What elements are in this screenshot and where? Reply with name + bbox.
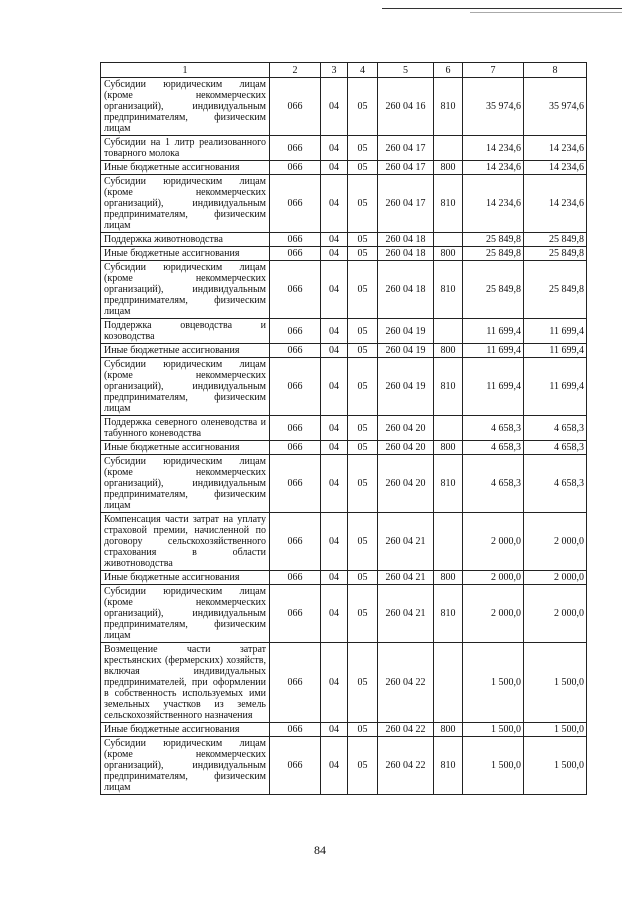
cell-amount-final: 4 658,3	[524, 416, 587, 441]
cell-target-article: 260 04 17	[378, 136, 434, 161]
table-row	[101, 441, 587, 455]
row-description: Компенсация части затрат на уплату страховой премии, начисленной по договору сельскохозяйственного страхования в области животноводства	[101, 513, 270, 571]
cell-ministry-code: 066	[270, 161, 321, 175]
table-row	[101, 737, 587, 795]
table-row	[101, 571, 587, 585]
cell-section-code: 04	[321, 344, 348, 358]
cell-ministry-code: 066	[270, 513, 321, 571]
cell-amount-plan: 11 699,4	[463, 358, 524, 416]
cell-subsection-code: 05	[348, 358, 378, 416]
cell-section-code: 04	[321, 513, 348, 571]
column-header: 1	[101, 63, 270, 78]
cell-amount-final: 4 658,3	[524, 441, 587, 455]
cell-ministry-code: 066	[270, 585, 321, 643]
cell-amount-final: 25 849,8	[524, 233, 587, 247]
cell-section-code: 04	[321, 261, 348, 319]
cell-expense-type	[434, 136, 463, 161]
table-row	[101, 723, 587, 737]
cell-section-code: 04	[321, 233, 348, 247]
cell-ministry-code: 066	[270, 175, 321, 233]
column-header: 4	[348, 63, 378, 78]
cell-section-code: 04	[321, 319, 348, 344]
cell-expense-type	[434, 643, 463, 723]
cell-section-code: 04	[321, 571, 348, 585]
cell-ministry-code: 066	[270, 233, 321, 247]
cell-amount-final: 11 699,4	[524, 358, 587, 416]
cell-target-article: 260 04 21	[378, 585, 434, 643]
cell-subsection-code: 05	[348, 441, 378, 455]
cell-section-code: 04	[321, 78, 348, 136]
cell-target-article: 260 04 21	[378, 513, 434, 571]
cell-subsection-code: 05	[348, 233, 378, 247]
cell-section-code: 04	[321, 585, 348, 643]
table-body	[101, 78, 587, 795]
cell-ministry-code: 066	[270, 247, 321, 261]
cell-expense-type: 810	[434, 455, 463, 513]
cell-amount-plan: 1 500,0	[463, 723, 524, 737]
column-header: 6	[434, 63, 463, 78]
cell-target-article: 260 04 17	[378, 175, 434, 233]
cell-section-code: 04	[321, 723, 348, 737]
cell-expense-type: 800	[434, 723, 463, 737]
row-description: Поддержка овцеводства и козоводства	[101, 319, 270, 344]
cell-target-article: 260 04 18	[378, 247, 434, 261]
cell-amount-final: 25 849,8	[524, 247, 587, 261]
cell-subsection-code: 05	[348, 455, 378, 513]
cell-amount-plan: 2 000,0	[463, 513, 524, 571]
cell-amount-final: 35 974,6	[524, 78, 587, 136]
cell-section-code: 04	[321, 175, 348, 233]
table-row	[101, 136, 587, 161]
row-description: Иные бюджетные ассигнования	[101, 723, 270, 737]
cell-amount-final: 14 234,6	[524, 161, 587, 175]
cell-ministry-code: 066	[270, 643, 321, 723]
cell-amount-final: 1 500,0	[524, 643, 587, 723]
header-rule	[382, 8, 622, 9]
cell-amount-final: 2 000,0	[524, 513, 587, 571]
cell-target-article: 260 04 19	[378, 358, 434, 416]
column-header: 5	[378, 63, 434, 78]
cell-expense-type: 800	[434, 441, 463, 455]
cell-subsection-code: 05	[348, 723, 378, 737]
row-description: Поддержка животноводства	[101, 233, 270, 247]
cell-subsection-code: 05	[348, 161, 378, 175]
row-description: Поддержка северного оленеводства и табунного коневодства	[101, 416, 270, 441]
page-number: 84	[314, 843, 326, 857]
cell-amount-final: 4 658,3	[524, 455, 587, 513]
table-row	[101, 358, 587, 416]
cell-expense-type: 810	[434, 175, 463, 233]
cell-expense-type	[434, 319, 463, 344]
cell-ministry-code: 066	[270, 136, 321, 161]
cell-amount-plan: 14 234,6	[463, 136, 524, 161]
row-description: Субсидии на 1 литр реализованного товарного молока	[101, 136, 270, 161]
row-description: Возмещение части затрат крестьянских (фермерских) хозяйств, включая индивидуальных предпринимателей, при оформлении в собственность используемых ими земельных участков из земель сельскохозяйственного назначения	[101, 643, 270, 723]
cell-target-article: 260 04 20	[378, 416, 434, 441]
cell-expense-type: 810	[434, 358, 463, 416]
row-description: Иные бюджетные ассигнования	[101, 247, 270, 261]
table-row	[101, 643, 587, 723]
cell-amount-plan: 2 000,0	[463, 571, 524, 585]
cell-ministry-code: 066	[270, 261, 321, 319]
row-description: Субсидии юридическим лицам (кроме некоммерческих организаций), индивидуальным предпринимателям, физическим лицам	[101, 358, 270, 416]
cell-expense-type: 800	[434, 161, 463, 175]
cell-subsection-code: 05	[348, 416, 378, 441]
cell-subsection-code: 05	[348, 344, 378, 358]
row-description: Иные бюджетные ассигнования	[101, 441, 270, 455]
cell-amount-final: 14 234,6	[524, 136, 587, 161]
table-row	[101, 455, 587, 513]
row-description: Иные бюджетные ассигнования	[101, 344, 270, 358]
cell-subsection-code: 05	[348, 175, 378, 233]
cell-target-article: 260 04 18	[378, 233, 434, 247]
cell-ministry-code: 066	[270, 723, 321, 737]
cell-section-code: 04	[321, 441, 348, 455]
cell-subsection-code: 05	[348, 261, 378, 319]
cell-amount-plan: 35 974,6	[463, 78, 524, 136]
row-description: Субсидии юридическим лицам (кроме некоммерческих организаций), индивидуальным предпринимателям, физическим лицам	[101, 737, 270, 795]
cell-target-article: 260 04 16	[378, 78, 434, 136]
cell-section-code: 04	[321, 136, 348, 161]
cell-amount-final: 1 500,0	[524, 737, 587, 795]
column-header: 2	[270, 63, 321, 78]
cell-ministry-code: 066	[270, 344, 321, 358]
header-rule-secondary	[470, 12, 622, 13]
cell-amount-plan: 11 699,4	[463, 319, 524, 344]
row-description: Субсидии юридическим лицам (кроме некоммерческих организаций), индивидуальным предпринимателям, физическим лицам	[101, 455, 270, 513]
cell-expense-type	[434, 416, 463, 441]
row-description: Субсидии юридическим лицам (кроме некоммерческих организаций), индивидуальным предпринимателям, физическим лицам	[101, 261, 270, 319]
cell-ministry-code: 066	[270, 737, 321, 795]
cell-target-article: 260 04 20	[378, 441, 434, 455]
cell-expense-type	[434, 513, 463, 571]
cell-amount-final: 11 699,4	[524, 344, 587, 358]
cell-target-article: 260 04 18	[378, 261, 434, 319]
cell-amount-plan: 25 849,8	[463, 247, 524, 261]
cell-subsection-code: 05	[348, 737, 378, 795]
cell-section-code: 04	[321, 643, 348, 723]
cell-subsection-code: 05	[348, 247, 378, 261]
cell-amount-plan: 4 658,3	[463, 455, 524, 513]
cell-section-code: 04	[321, 358, 348, 416]
cell-amount-plan: 14 234,6	[463, 175, 524, 233]
table-row	[101, 78, 587, 136]
cell-ministry-code: 066	[270, 78, 321, 136]
cell-section-code: 04	[321, 161, 348, 175]
cell-subsection-code: 05	[348, 136, 378, 161]
cell-expense-type: 800	[434, 247, 463, 261]
cell-target-article: 260 04 22	[378, 723, 434, 737]
row-description: Субсидии юридическим лицам (кроме некоммерческих организаций), индивидуальным предпринимателям, физическим лицам	[101, 78, 270, 136]
cell-amount-plan: 1 500,0	[463, 643, 524, 723]
cell-ministry-code: 066	[270, 441, 321, 455]
column-header: 7	[463, 63, 524, 78]
cell-subsection-code: 05	[348, 571, 378, 585]
cell-amount-plan: 14 234,6	[463, 161, 524, 175]
cell-amount-final: 2 000,0	[524, 571, 587, 585]
cell-amount-final: 1 500,0	[524, 723, 587, 737]
cell-amount-final: 14 234,6	[524, 175, 587, 233]
cell-target-article: 260 04 20	[378, 455, 434, 513]
cell-expense-type: 810	[434, 585, 463, 643]
cell-expense-type: 810	[434, 737, 463, 795]
cell-subsection-code: 05	[348, 585, 378, 643]
column-header: 8	[524, 63, 587, 78]
cell-section-code: 04	[321, 455, 348, 513]
cell-ministry-code: 066	[270, 358, 321, 416]
budget-table	[100, 62, 587, 795]
table-row	[101, 261, 587, 319]
cell-expense-type: 810	[434, 78, 463, 136]
row-description: Субсидии юридическим лицам (кроме некоммерческих организаций), индивидуальным предпринимателям, физическим лицам	[101, 585, 270, 643]
column-header: 3	[321, 63, 348, 78]
cell-subsection-code: 05	[348, 319, 378, 344]
cell-amount-plan: 25 849,8	[463, 261, 524, 319]
cell-target-article: 260 04 17	[378, 161, 434, 175]
row-description: Иные бюджетные ассигнования	[101, 161, 270, 175]
table-header-row	[101, 63, 587, 78]
table-row	[101, 175, 587, 233]
cell-ministry-code: 066	[270, 416, 321, 441]
cell-expense-type: 800	[434, 571, 463, 585]
cell-amount-final: 25 849,8	[524, 261, 587, 319]
row-description: Иные бюджетные ассигнования	[101, 571, 270, 585]
cell-expense-type: 800	[434, 344, 463, 358]
table-row	[101, 513, 587, 571]
table-row	[101, 161, 587, 175]
row-description: Субсидии юридическим лицам (кроме некоммерческих организаций), индивидуальным предпринимателям, физическим лицам	[101, 175, 270, 233]
cell-amount-final: 2 000,0	[524, 585, 587, 643]
cell-target-article: 260 04 19	[378, 344, 434, 358]
table-row	[101, 344, 587, 358]
table-row	[101, 247, 587, 261]
cell-ministry-code: 066	[270, 455, 321, 513]
table-row	[101, 233, 587, 247]
cell-amount-plan: 1 500,0	[463, 737, 524, 795]
cell-target-article: 260 04 22	[378, 643, 434, 723]
cell-subsection-code: 05	[348, 513, 378, 571]
cell-amount-plan: 11 699,4	[463, 344, 524, 358]
cell-amount-plan: 25 849,8	[463, 233, 524, 247]
table-row	[101, 585, 587, 643]
cell-subsection-code: 05	[348, 78, 378, 136]
cell-ministry-code: 066	[270, 571, 321, 585]
cell-amount-plan: 4 658,3	[463, 441, 524, 455]
cell-target-article: 260 04 19	[378, 319, 434, 344]
cell-subsection-code: 05	[348, 643, 378, 723]
cell-ministry-code: 066	[270, 319, 321, 344]
cell-target-article: 260 04 21	[378, 571, 434, 585]
table-row	[101, 319, 587, 344]
cell-expense-type	[434, 233, 463, 247]
cell-amount-plan: 4 658,3	[463, 416, 524, 441]
cell-section-code: 04	[321, 416, 348, 441]
cell-amount-final: 11 699,4	[524, 319, 587, 344]
table-row	[101, 416, 587, 441]
cell-section-code: 04	[321, 737, 348, 795]
cell-amount-plan: 2 000,0	[463, 585, 524, 643]
cell-target-article: 260 04 22	[378, 737, 434, 795]
cell-section-code: 04	[321, 247, 348, 261]
cell-expense-type: 810	[434, 261, 463, 319]
